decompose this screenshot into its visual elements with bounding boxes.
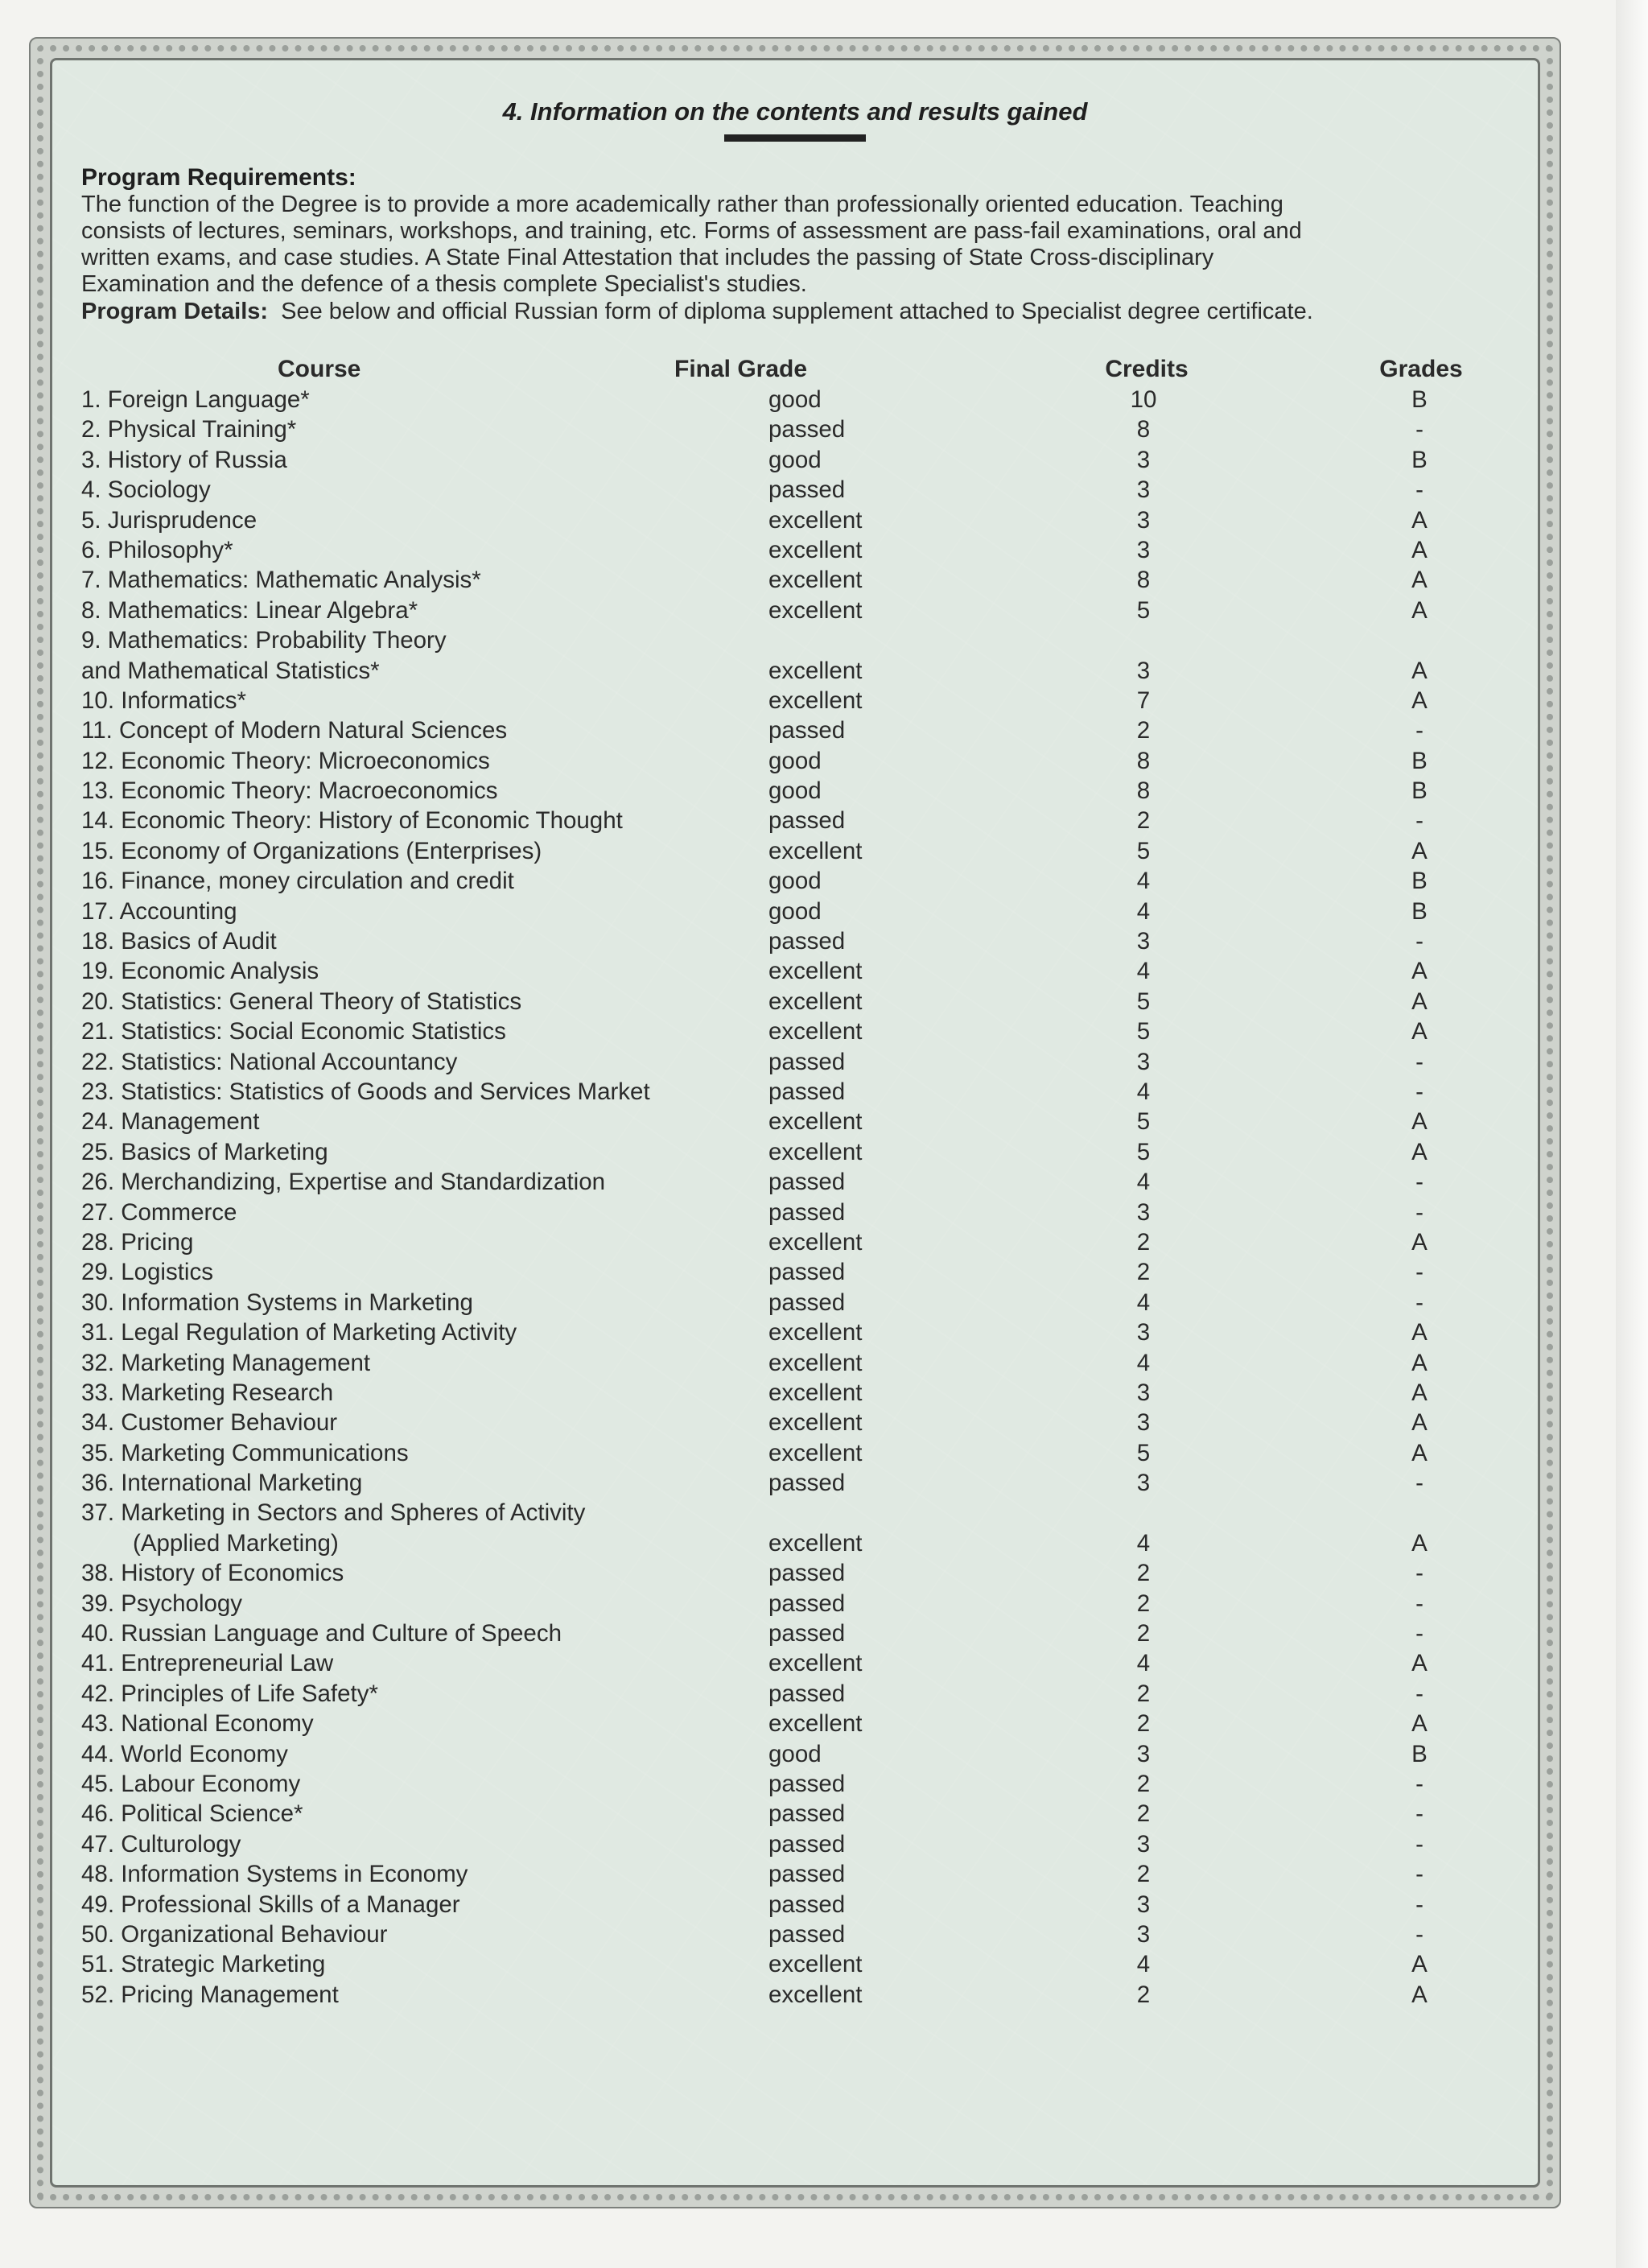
table-row: [81, 836, 1509, 866]
table-row: [81, 746, 1509, 776]
table-row: [81, 1769, 1509, 1799]
table-header-row: [81, 354, 1509, 385]
credits-cell: 4: [1136, 868, 1151, 895]
grade-cell: -: [1415, 1620, 1423, 1647]
final-grade-cell: excellent: [768, 1228, 863, 1256]
table-row: [81, 1047, 1509, 1077]
course-cell: 14. Economic Theory: History of Economic Thought: [81, 807, 623, 835]
table-row: [81, 1799, 1509, 1829]
credits-cell: 3: [1136, 506, 1151, 534]
grade-cell: A: [1411, 1349, 1428, 1376]
course-cell: 3. History of Russia: [81, 446, 287, 473]
course-cell: 42. Principles of Life Safety*: [81, 1680, 378, 1707]
grade-cell: B: [1411, 868, 1428, 895]
course-cell: 28. Pricing: [81, 1228, 194, 1256]
table-row: [81, 596, 1509, 625]
course-cell: 33. Marketing Research: [81, 1379, 334, 1406]
table-row: [81, 1859, 1509, 1889]
table-row: [81, 806, 1509, 835]
credits-cell: 4: [1136, 1529, 1151, 1557]
credits-cell: 3: [1136, 476, 1151, 504]
diploma-supplement-sheet: [29, 37, 1561, 2208]
course-cell: 13. Economic Theory: Macroeconomics: [81, 777, 498, 805]
final-grade-cell: good: [768, 897, 822, 925]
course-cell: 43. National Economy: [81, 1710, 314, 1738]
final-grade-cell: passed: [768, 1198, 846, 1226]
final-grade-cell: excellent: [768, 506, 863, 534]
credits-cell: 7: [1136, 687, 1151, 714]
grade-cell: B: [1411, 777, 1428, 805]
table-row: [81, 1227, 1509, 1257]
course-cell: 50. Organizational Behaviour: [81, 1920, 388, 1948]
grade-cell: A: [1411, 687, 1428, 714]
credits-cell: 3: [1136, 1740, 1151, 1767]
table-row: [81, 987, 1509, 1016]
final-grade-cell: passed: [768, 1470, 846, 1497]
grade-cell: A: [1411, 1018, 1428, 1045]
credits-cell: 3: [1136, 536, 1151, 563]
table-row: [81, 565, 1509, 595]
course-cell: 5. Jurisprudence: [81, 506, 258, 534]
credits-cell: 2: [1136, 1770, 1151, 1797]
course-cell: 22. Statistics: National Accountancy: [81, 1048, 458, 1075]
course-cell: 47. Culturology: [81, 1830, 241, 1858]
course-cell: 34. Customer Behaviour: [81, 1409, 338, 1437]
course-cell: 10. Informatics*: [81, 687, 246, 714]
grade-cell: A: [1411, 1379, 1428, 1406]
courses-table: [81, 354, 1509, 2010]
credits-cell: 2: [1136, 1710, 1151, 1738]
table-row: [81, 1438, 1509, 1468]
final-grade-cell: excellent: [768, 1951, 863, 1978]
final-grade-cell: passed: [768, 1770, 846, 1797]
grade-cell: A: [1411, 657, 1428, 684]
credits-cell: 4: [1136, 1169, 1151, 1196]
table-row: [81, 1589, 1509, 1619]
credits-cell: 2: [1136, 1228, 1151, 1256]
table-row: [81, 1468, 1509, 1498]
grade-cell: -: [1415, 1891, 1423, 1918]
credits-cell: 3: [1136, 1198, 1151, 1226]
final-grade-cell: passed: [768, 1048, 846, 1075]
course-cell: 23. Statistics: Statistics of Goods and Services Market: [81, 1078, 650, 1105]
credits-cell: 3: [1136, 1891, 1151, 1918]
table-row: [81, 1890, 1509, 1920]
requirements-text: [81, 192, 1509, 298]
credits-cell: 4: [1136, 1650, 1151, 1677]
course-cell: and Mathematical Statistics*: [81, 657, 380, 684]
credits-cell: 3: [1136, 1920, 1151, 1948]
final-grade-cell: passed: [768, 476, 846, 504]
requirements-line: The function of the Degree is to provide a more academically rather than professionally oriented education. Teaching: [81, 192, 1283, 217]
course-cell: 18. Basics of Audit: [81, 928, 277, 955]
course-cell: 21. Statistics: Social Economic Statistics: [81, 1018, 506, 1045]
requirements-line: Examination and the defence of a thesis complete Specialist's studies.: [81, 271, 807, 297]
grade-cell: -: [1415, 1470, 1423, 1497]
final-grade-cell: excellent: [768, 687, 863, 714]
title-underline: [724, 134, 866, 142]
grade-cell: A: [1411, 958, 1428, 985]
grade-cell: -: [1415, 1259, 1423, 1286]
credits-cell: 3: [1136, 446, 1151, 473]
table-row: [81, 1648, 1509, 1678]
course-cell: 39. Psychology: [81, 1590, 243, 1617]
course-cell: 36. International Marketing: [81, 1470, 363, 1497]
course-cell: 6. Philosophy*: [81, 536, 233, 563]
table-row: [81, 1920, 1509, 1949]
table-row: [81, 1739, 1509, 1769]
grade-cell: A: [1411, 988, 1428, 1015]
grade-cell: -: [1415, 1800, 1423, 1828]
grade-cell: A: [1411, 837, 1428, 864]
final-grade-cell: passed: [768, 807, 846, 835]
header-course: Course: [278, 356, 361, 382]
course-cell: (Applied Marketing): [133, 1529, 339, 1557]
final-grade-cell: excellent: [768, 1710, 863, 1738]
requirements-heading: Program Requirements:: [81, 164, 356, 191]
table-row: [81, 445, 1509, 475]
final-grade-cell: excellent: [768, 1409, 863, 1437]
course-cell: 27. Commerce: [81, 1198, 237, 1226]
final-grade-cell: passed: [768, 1169, 846, 1196]
section-title: 4. Information on the contents and results gained: [502, 97, 1088, 126]
final-grade-cell: excellent: [768, 988, 863, 1015]
final-grade-cell: passed: [768, 1078, 846, 1105]
course-cell: 2. Physical Training*: [81, 416, 297, 443]
grade-cell: B: [1411, 747, 1428, 774]
final-grade-cell: passed: [768, 928, 846, 955]
credits-cell: 3: [1136, 1830, 1151, 1858]
credits-cell: 4: [1136, 1349, 1151, 1376]
table-row: [81, 535, 1509, 565]
grade-cell: -: [1415, 1048, 1423, 1075]
grade-cell: -: [1415, 1590, 1423, 1617]
course-cell: 52. Pricing Management: [81, 1981, 339, 2008]
grade-cell: A: [1411, 1529, 1428, 1557]
final-grade-cell: excellent: [768, 1439, 863, 1466]
course-cell: 30. Information Systems in Marketing: [81, 1289, 473, 1316]
table-row: [81, 656, 1509, 686]
credits-cell: 2: [1136, 1259, 1151, 1286]
final-grade-cell: passed: [768, 1680, 846, 1707]
table-row: [81, 1198, 1509, 1227]
course-cell: 16. Finance, money circulation and credit: [81, 868, 514, 895]
credits-cell: 2: [1136, 1590, 1151, 1617]
table-row: [81, 897, 1509, 926]
grade-cell: -: [1415, 1078, 1423, 1105]
credits-cell: 2: [1136, 1620, 1151, 1647]
grade-cell: B: [1411, 1740, 1428, 1767]
final-grade-cell: excellent: [768, 837, 863, 864]
course-cell: 17. Accounting: [81, 897, 237, 925]
table-row: [81, 956, 1509, 986]
header-final-grade: Final Grade: [674, 356, 808, 382]
grade-cell: A: [1411, 1710, 1428, 1738]
grade-cell: -: [1415, 807, 1423, 835]
grade-cell: A: [1411, 536, 1428, 563]
table-row: [81, 385, 1509, 414]
table-row: [81, 1137, 1509, 1167]
final-grade-cell: passed: [768, 1861, 846, 1888]
course-cell: 4. Sociology: [81, 476, 211, 504]
grade-cell: A: [1411, 596, 1428, 624]
credits-cell: 3: [1136, 1319, 1151, 1346]
credits-cell: 3: [1136, 1048, 1151, 1075]
final-grade-cell: excellent: [768, 536, 863, 563]
credits-cell: 5: [1136, 988, 1151, 1015]
final-grade-cell: passed: [768, 1590, 846, 1617]
table-row: [81, 1077, 1509, 1107]
table-row: [81, 625, 1509, 655]
table-row: [81, 866, 1509, 896]
grade-cell: -: [1415, 1770, 1423, 1797]
final-grade-cell: passed: [768, 416, 846, 443]
final-grade-cell: excellent: [768, 1108, 863, 1136]
final-grade-cell: excellent: [768, 657, 863, 684]
course-cell: 7. Mathematics: Mathematic Analysis*: [81, 567, 481, 594]
requirements-line: consists of lectures, seminars, workshops, and training, etc. Forms of assessment are pass-fail examinations, oral and: [81, 218, 1302, 244]
final-grade-cell: passed: [768, 1830, 846, 1858]
final-grade-cell: good: [768, 1740, 822, 1767]
table-row: [81, 1107, 1509, 1136]
course-cell: 9. Mathematics: Probability Theory: [81, 627, 447, 654]
final-grade-cell: passed: [768, 717, 846, 744]
final-grade-cell: good: [768, 868, 822, 895]
final-grade-cell: good: [768, 446, 822, 473]
course-cell: 24. Management: [81, 1108, 260, 1136]
content-panel: [50, 58, 1540, 2188]
credits-cell: 2: [1136, 717, 1151, 744]
course-cell: 26. Merchandizing, Expertise and Standardization: [81, 1169, 606, 1196]
final-grade-cell: excellent: [768, 1349, 863, 1376]
final-grade-cell: passed: [768, 1620, 846, 1647]
final-grade-cell: passed: [768, 1560, 846, 1587]
final-grade-cell: excellent: [768, 567, 863, 594]
course-cell: 31. Legal Regulation of Marketing Activity: [81, 1319, 517, 1346]
grade-cell: -: [1415, 476, 1423, 504]
table-row: [81, 715, 1509, 745]
credits-cell: 3: [1136, 1379, 1151, 1406]
table-row: [81, 1378, 1509, 1408]
grade-cell: -: [1415, 717, 1423, 744]
credits-cell: 10: [1130, 386, 1157, 413]
credits-cell: 5: [1136, 1138, 1151, 1165]
final-grade-cell: excellent: [768, 1529, 863, 1557]
table-row: [81, 1949, 1509, 1979]
table-row: [81, 776, 1509, 806]
course-cell: 11. Concept of Modern Natural Sciences: [81, 717, 508, 744]
grade-cell: A: [1411, 1319, 1428, 1346]
credits-cell: 4: [1136, 1078, 1151, 1105]
grade-cell: -: [1415, 1861, 1423, 1888]
course-cell: 19. Economic Analysis: [81, 958, 319, 985]
credits-cell: 3: [1136, 1470, 1151, 1497]
grade-cell: A: [1411, 1650, 1428, 1677]
table-row: [81, 1257, 1509, 1287]
details-label: Program Details:: [81, 299, 269, 324]
credits-cell: 2: [1136, 1800, 1151, 1828]
grade-cell: A: [1411, 506, 1428, 534]
final-grade-cell: excellent: [768, 1319, 863, 1346]
final-grade-cell: passed: [768, 1259, 846, 1286]
credits-cell: 2: [1136, 1861, 1151, 1888]
table-row: [81, 1288, 1509, 1318]
credits-cell: 3: [1136, 928, 1151, 955]
grade-cell: -: [1415, 1680, 1423, 1707]
course-cell: 1. Foreign Language*: [81, 386, 310, 413]
credits-cell: 4: [1136, 958, 1151, 985]
credits-cell: 8: [1136, 416, 1151, 443]
credits-cell: 3: [1136, 657, 1151, 684]
table-row: [81, 414, 1509, 444]
credits-cell: 4: [1136, 1289, 1151, 1316]
table-row: [81, 1167, 1509, 1197]
final-grade-cell: excellent: [768, 1379, 863, 1406]
grade-cell: B: [1411, 386, 1428, 413]
table-row: [81, 1558, 1509, 1588]
course-cell: 29. Logistics: [81, 1259, 213, 1286]
course-cell: 37. Marketing in Sectors and Spheres of Activity: [81, 1499, 586, 1527]
table-row: [81, 686, 1509, 715]
course-cell: 8. Mathematics: Linear Algebra*: [81, 596, 418, 624]
grade-cell: -: [1415, 928, 1423, 955]
credits-cell: 4: [1136, 1951, 1151, 1978]
credits-cell: 4: [1136, 897, 1151, 925]
program-details: [81, 298, 1509, 325]
table-row: [81, 1709, 1509, 1738]
final-grade-cell: passed: [768, 1289, 846, 1316]
course-cell: 51. Strategic Marketing: [81, 1951, 326, 1978]
table-row: [81, 505, 1509, 535]
course-cell: 32. Marketing Management: [81, 1349, 371, 1376]
course-cell: 20. Statistics: General Theory of Statistics: [81, 988, 522, 1015]
final-grade-cell: passed: [768, 1891, 846, 1918]
course-cell: 49. Professional Skills of a Manager: [81, 1891, 460, 1918]
final-grade-cell: passed: [768, 1800, 846, 1828]
header-credits: Credits: [1105, 356, 1189, 382]
credits-cell: 8: [1136, 777, 1151, 805]
grade-cell: A: [1411, 1981, 1428, 2008]
credits-cell: 8: [1136, 567, 1151, 594]
table-row: [81, 1679, 1509, 1709]
grade-cell: -: [1415, 416, 1423, 443]
grade-cell: -: [1415, 1560, 1423, 1587]
credits-cell: 2: [1136, 1560, 1151, 1587]
final-grade-cell: excellent: [768, 596, 863, 624]
course-cell: 48. Information Systems in Economy: [81, 1861, 468, 1888]
course-cell: 38. History of Economics: [81, 1560, 344, 1587]
grade-cell: -: [1415, 1920, 1423, 1948]
grade-cell: B: [1411, 897, 1428, 925]
grade-cell: A: [1411, 1108, 1428, 1136]
final-grade-cell: good: [768, 777, 822, 805]
table-row: [81, 475, 1509, 505]
credits-cell: 5: [1136, 837, 1151, 864]
grade-cell: A: [1411, 1409, 1428, 1437]
table-row: [81, 1528, 1509, 1558]
credits-cell: 2: [1136, 1680, 1151, 1707]
table-row: [81, 1619, 1509, 1648]
credits-cell: 8: [1136, 747, 1151, 774]
course-cell: 41. Entrepreneurial Law: [81, 1650, 334, 1677]
credits-cell: 3: [1136, 1409, 1151, 1437]
grade-cell: A: [1411, 1439, 1428, 1466]
credits-cell: 2: [1136, 1981, 1151, 2008]
requirements-line: written exams, and case studies. A State Final Attestation that includes the passing of State Cross-disciplinary: [81, 245, 1214, 270]
header-grades: Grades: [1379, 356, 1463, 382]
grade-cell: A: [1411, 1138, 1428, 1165]
details-text: See below and official Russian form of diploma supplement attached to Specialist degree certificate.: [281, 299, 1313, 324]
grade-cell: -: [1415, 1830, 1423, 1858]
course-cell: 46. Political Science*: [81, 1800, 303, 1828]
course-cell: 40. Russian Language and Culture of Speech: [81, 1620, 562, 1647]
table-row: [81, 1498, 1509, 1528]
grade-cell: -: [1415, 1289, 1423, 1316]
credits-cell: 2: [1136, 807, 1151, 835]
final-grade-cell: good: [768, 386, 822, 413]
final-grade-cell: excellent: [768, 1018, 863, 1045]
grade-cell: -: [1415, 1198, 1423, 1226]
course-cell: 25. Basics of Marketing: [81, 1138, 328, 1165]
table-row: [81, 1016, 1509, 1046]
final-grade-cell: excellent: [768, 1650, 863, 1677]
course-cell: 12. Economic Theory: Microeconomics: [81, 747, 490, 774]
credits-cell: 5: [1136, 1439, 1151, 1466]
final-grade-cell: excellent: [768, 1138, 863, 1165]
final-grade-cell: good: [768, 747, 822, 774]
table-row: [81, 1408, 1509, 1437]
course-cell: 15. Economy of Organizations (Enterprises): [81, 837, 542, 864]
table-row: [81, 1980, 1509, 2010]
page-edge: [1616, 0, 1648, 2268]
course-cell: 45. Labour Economy: [81, 1770, 301, 1797]
final-grade-cell: excellent: [768, 958, 863, 985]
grade-cell: -: [1415, 1169, 1423, 1196]
grade-cell: A: [1411, 1228, 1428, 1256]
table-row: [81, 1318, 1509, 1347]
final-grade-cell: excellent: [768, 1981, 863, 2008]
table-row: [81, 1829, 1509, 1859]
table-body: [81, 385, 1509, 2010]
table-row: [81, 926, 1509, 956]
grade-cell: A: [1411, 1951, 1428, 1978]
course-cell: 35. Marketing Communications: [81, 1439, 409, 1466]
credits-cell: 5: [1136, 1108, 1151, 1136]
course-cell: 44. World Economy: [81, 1740, 288, 1767]
final-grade-cell: passed: [768, 1920, 846, 1948]
credits-cell: 5: [1136, 1018, 1151, 1045]
credits-cell: 5: [1136, 596, 1151, 624]
grade-cell: B: [1411, 446, 1428, 473]
table-row: [81, 1348, 1509, 1378]
grade-cell: A: [1411, 567, 1428, 594]
